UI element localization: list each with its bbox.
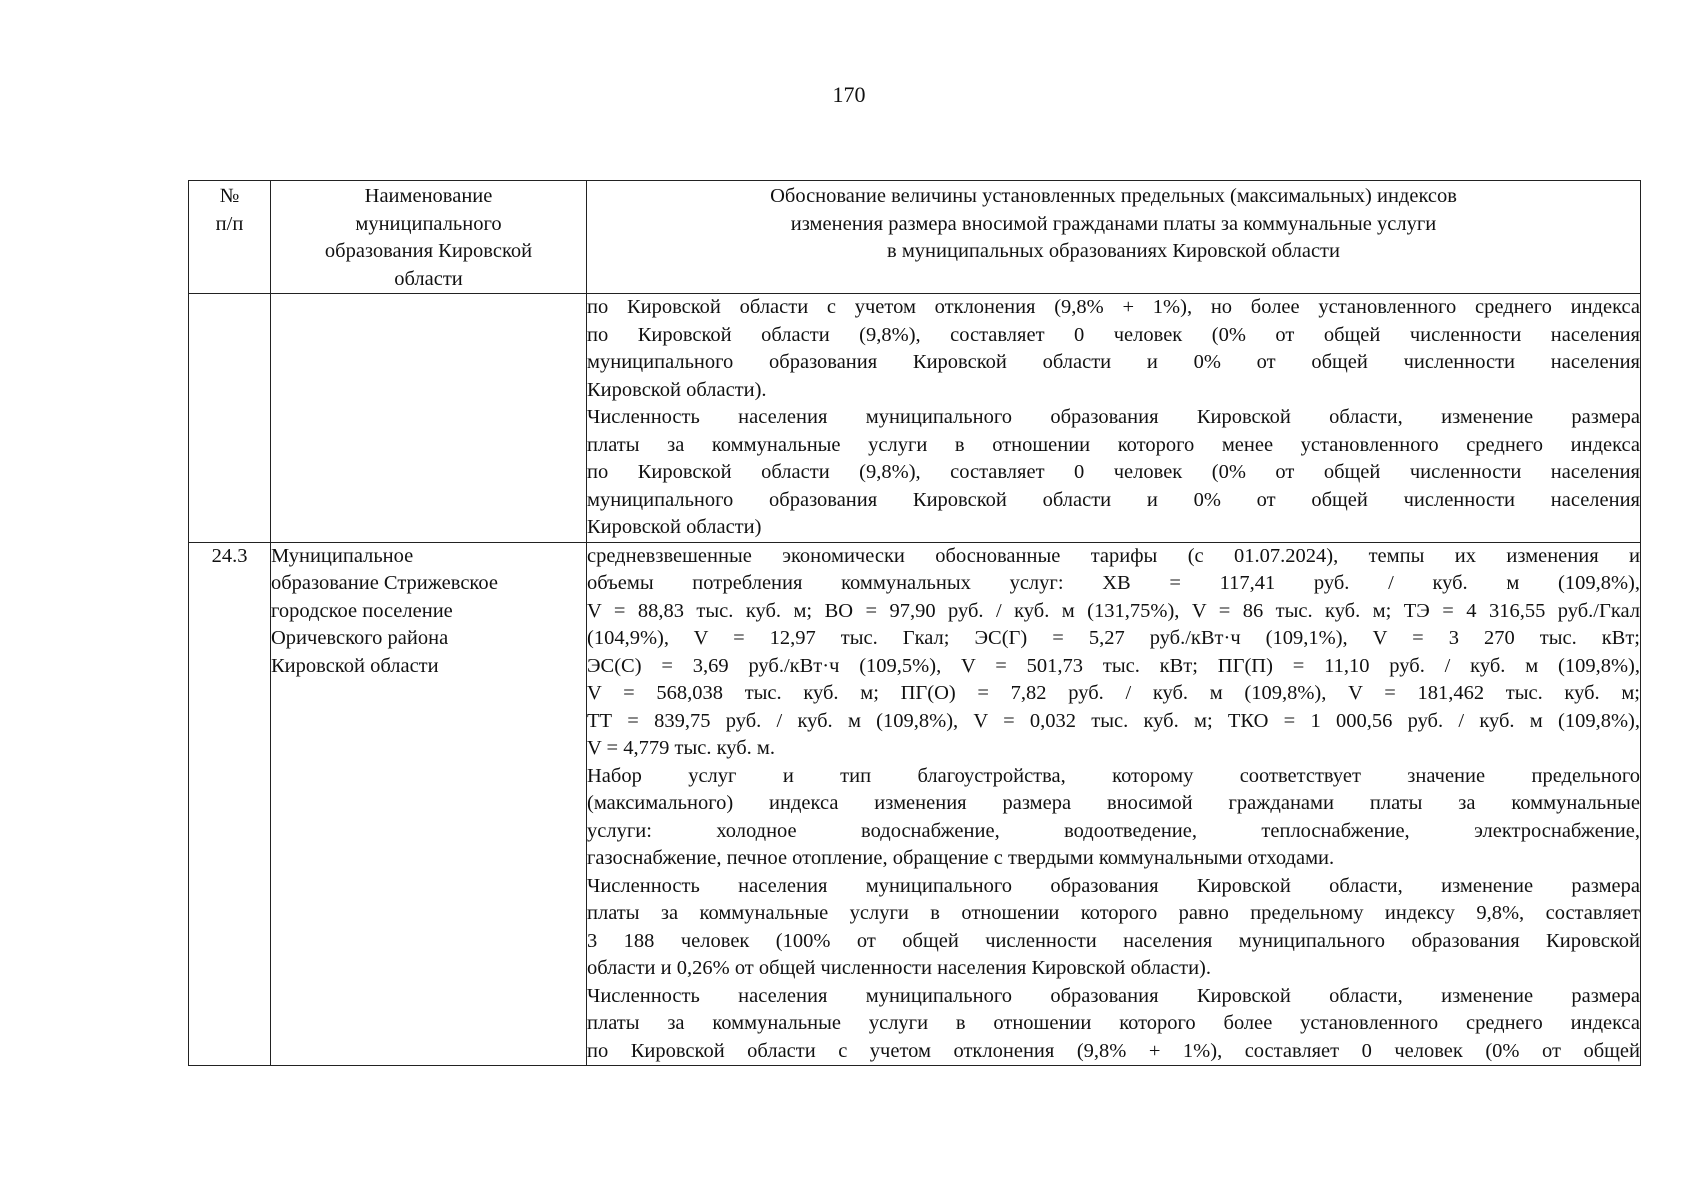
header-number: [189, 181, 271, 294]
text-line: по Кировской области (9,8%), составляет 0 человек (0% от общей численности населения: [587, 323, 1640, 346]
row-number: 24.3: [189, 542, 271, 1066]
text-line: (104,9%), V = 12,97 тыс. Гкал; ЭС(Г) = 5,27 руб./кВт·ч (109,1%), V = 3 270 тыс. кВт;: [587, 627, 1640, 649]
text-line: 3 188 человек (100% от общей численности населения муниципального образования Кировской: [587, 929, 1640, 952]
text-line: платы за коммунальные услуги в отношении которого более установленного среднего индекса: [587, 1012, 1640, 1034]
row-justification: [587, 294, 1641, 543]
text-line: V = 88,83 тыс. куб. м; ВО = 97,90 руб. / куб. м (131,75%), V = 86 тыс. куб. м; ТЭ = 4 316,55 руб./Гкал: [587, 599, 1640, 622]
header-municipality-name: [271, 181, 587, 294]
text-line: ЭС(С) = 3,69 руб./кВт·ч (109,5%), V = 501,73 тыс. кВт; ПГ(П) = 11,10 руб. / куб. м (109,8%),: [587, 654, 1640, 677]
text-line: муниципального образования Кировской области и 0% от общей численности населения: [587, 351, 1640, 373]
text-line: платы за коммунальные услуги в отношении которого менее установленного среднего индекса: [587, 433, 1640, 456]
justification-table: [188, 180, 1641, 1066]
table-row: [189, 294, 1641, 543]
text-line: муниципального образования Кировской области и 0% от общей численности населения: [587, 488, 1640, 511]
row-municipality-name: [271, 294, 587, 543]
header-justification-line: в муниципальных образованиях Кировской области: [887, 240, 1340, 262]
table-header-row: [189, 181, 1641, 294]
header-name-line: образования Кировской: [324, 240, 533, 262]
name-line: городское поселение: [271, 599, 453, 622]
header-justification-line: Обоснование величины установленных предельных (максимальных) индексов: [770, 185, 1457, 207]
header-number-line: №: [219, 185, 240, 207]
text-line: услуги: холодное водоснабжение, водоотведение, теплоснабжение, электроснабжение,: [587, 819, 1640, 842]
text-line: (максимального) индекса изменения размера вносимой гражданами платы за коммунальные: [587, 792, 1640, 814]
text-line: ТТ = 839,75 руб. / куб. м (109,8%), V = 0,032 тыс. куб. м; ТКО = 1 000,56 руб. / куб. м (109,8%),: [587, 709, 1640, 732]
text-line: области и 0,26% от общей численности населения Кировской области).: [587, 957, 1211, 979]
row-justification: [587, 542, 1641, 1066]
text-line: Численность населения муниципального образования Кировской области, изменение размера: [587, 984, 1640, 1007]
page-number: 170: [832, 82, 866, 107]
header-name-line: Наименование: [364, 185, 493, 207]
text-line: по Кировской области (9,8%), составляет 0 человек (0% от общей численности населения: [587, 461, 1640, 483]
header-justification: [587, 181, 1641, 294]
text-line: платы за коммунальные услуги в отношении которого равно предельному индексу 9,8%, составляет: [587, 902, 1640, 924]
table-row: [189, 542, 1641, 1066]
text-line: V = 568,038 тыс. куб. м; ПГ(О) = 7,82 руб. / куб. м (109,8%), V = 181,462 тыс. куб. м;: [587, 682, 1640, 704]
text-line: средневзвешенные экономически обоснованные тарифы (с 01.07.2024), темпы их изменения и: [587, 544, 1640, 567]
row-number: [189, 294, 271, 543]
name-line: образование Стрижевское: [271, 572, 498, 594]
text-line: объемы потребления коммунальных услуг: ХВ = 117,41 руб. / куб. м (109,8%),: [587, 572, 1640, 594]
row-municipality-name: [271, 542, 587, 1066]
header-name-line: области: [394, 267, 463, 290]
text-line: V = 4,779 тыс. куб. м.: [587, 737, 776, 759]
text-line: Численность населения муниципального образования Кировской области, изменение размера: [587, 874, 1640, 897]
text-line: по Кировской области с учетом отклонения (9,8% + 1%), но более установленного среднего индекса: [587, 296, 1640, 318]
text-line: Набор услуг и тип благоустройства, которому соответствует значение предельного: [587, 764, 1640, 787]
text-line: газоснабжение, печное отопление, обращение с твердыми коммунальными отходами.: [587, 847, 1335, 869]
name-line: Кировской области: [271, 654, 439, 677]
text-line: по Кировской области с учетом отклонения (9,8% + 1%), составляет 0 человек (0% от общей: [587, 1039, 1640, 1062]
name-line: Муниципальное: [271, 544, 414, 567]
header-justification-line: изменения размера вносимой гражданами платы за коммунальные услуги: [790, 212, 1437, 235]
text-line: Кировской области): [587, 516, 762, 538]
header-name-line: муниципального: [355, 212, 502, 235]
text-line: Численность населения муниципального образования Кировской области, изменение размера: [587, 406, 1640, 428]
header-number-line: п/п: [215, 212, 244, 235]
text-line: Кировской области).: [587, 378, 767, 401]
name-line: Оричевского района: [271, 627, 449, 649]
